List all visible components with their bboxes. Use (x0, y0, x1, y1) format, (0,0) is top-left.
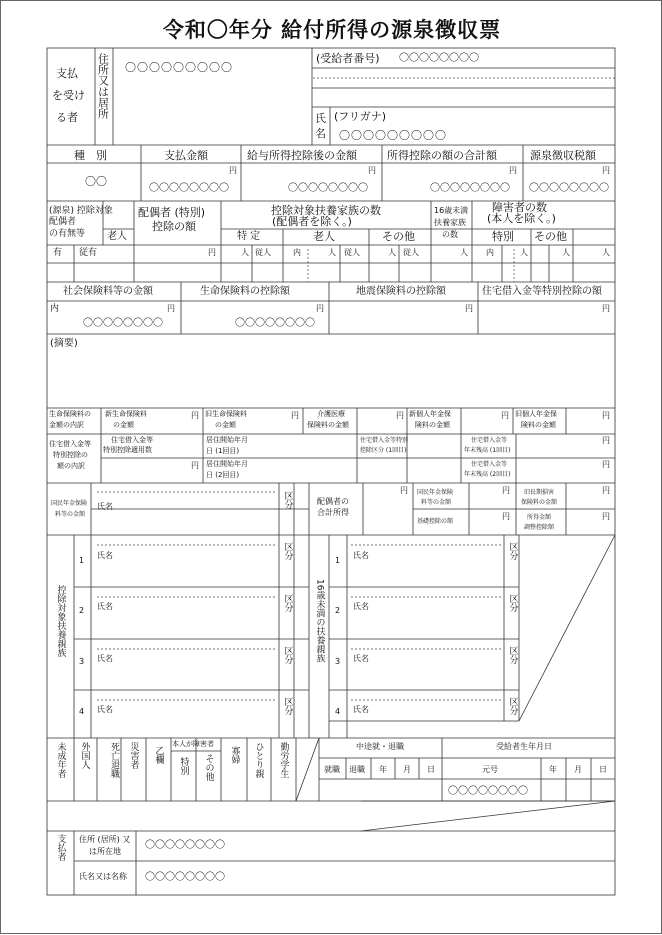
nenkin-1: 国民年金保険 (51, 500, 88, 507)
person-unit: 人 (562, 248, 570, 257)
row-number: 1 (79, 556, 85, 565)
single-parent-label: ひとり親 (253, 742, 264, 778)
kubun-label: 区分 (507, 542, 518, 560)
family-name-label: 氏名 (353, 602, 369, 611)
family-name-label: 氏名 (97, 705, 113, 714)
year-label: 年 (549, 765, 557, 774)
life-breakdown-1: 生命保険料の (49, 410, 91, 418)
under16-3: の数 (442, 230, 458, 239)
yen-mark: 円 (502, 512, 510, 521)
move-in-1a: 居住開始年月 (206, 436, 248, 444)
payer-address-value[interactable]: 〇〇〇〇〇〇〇〇 (145, 840, 225, 851)
old-long-care-2: 保険料の金額 (521, 499, 558, 506)
yen-mark: 円 (191, 461, 199, 470)
person-unit: 人 (388, 248, 396, 257)
yen-mark: 円 (602, 304, 610, 313)
deduction-total-value[interactable]: 〇〇〇〇〇〇〇〇 (430, 183, 510, 194)
earthquake-header: 地震保険料の控除額 (356, 286, 446, 297)
jyunin-unit: 従人 (344, 248, 360, 257)
jyunin-unit: 従人 (403, 248, 419, 257)
kubun-label: 区分 (282, 491, 293, 509)
yen-mark: 円 (291, 411, 299, 420)
month-label: 月 (574, 765, 582, 774)
kubun-label: 区分 (282, 646, 293, 664)
payer-label: 支払者 (55, 834, 66, 861)
payer-name-label: 氏名又は名称 (79, 872, 127, 881)
basic-deduction-label: 基礎控除の額 (417, 518, 454, 525)
taishoku-label: 退職 (349, 765, 365, 774)
payee-label-1: 支払 (56, 67, 78, 80)
spouse-name-label: 氏名 (97, 502, 113, 511)
housing-breakdown-2: 特別控除の (53, 451, 88, 459)
yen-mark: 円 (396, 411, 404, 420)
jyunin-unit: 従人 (255, 248, 271, 257)
dependents-title-1: 控除対象扶養家族の数 (271, 204, 381, 217)
income-adj-1: 所得金額 (527, 514, 552, 521)
nenkin-2: 料等の金額 (55, 511, 86, 518)
yen-mark: 円 (167, 304, 175, 313)
housing-applicable-1: 住宅借入金等 (111, 436, 153, 444)
row-number: 1 (335, 556, 341, 565)
new-pension-2: 険料の金額 (415, 421, 450, 429)
new-life-1: 新生命保険料 (105, 410, 147, 418)
address-value[interactable]: 〇〇〇〇〇〇〇〇〇 (125, 61, 233, 74)
dependents-title-2: (配偶者を除く。) (272, 215, 352, 228)
kubun-label: 区分 (282, 594, 293, 612)
month-label: 月 (403, 765, 411, 774)
payee-label-3: る者 (56, 111, 78, 124)
yen-mark: 円 (602, 436, 610, 445)
person-unit: 人 (460, 248, 468, 257)
row-number: 3 (335, 657, 341, 666)
row-number: 4 (79, 707, 85, 716)
day-label: 日 (427, 765, 435, 774)
old-pension-2: 険料の金額 (521, 421, 556, 429)
form-title: 令和〇年分 給付所得の源泉徴収票 (162, 18, 502, 42)
balance-1a: 住宅借入金等 (471, 437, 508, 444)
tokubetsu-label: 特別 (492, 230, 514, 243)
sonota-label: その他 (382, 230, 415, 243)
spouse-head-2: 配偶者 (49, 217, 77, 227)
care-2: 保険料の金額 (307, 421, 349, 429)
disabled-title-2: (本人を除く。) (487, 212, 556, 225)
income-adj-2: 調整控除額 (524, 524, 555, 531)
uchi-label: 内 (293, 248, 301, 257)
otsu-label: 乙欄 (153, 746, 164, 764)
row-number: 3 (79, 657, 85, 666)
person-unit: 人 (328, 248, 336, 257)
housing-breakdown-1: 住宅借入金等 (49, 440, 91, 448)
kubun-label: 区分 (507, 594, 518, 612)
family-name-label: 氏名 (353, 705, 369, 714)
deduction-total-header: 所得控除の額の合計額 (387, 149, 497, 162)
era-label: 元号 (482, 765, 498, 774)
widow-label: 寡婦 (229, 746, 240, 764)
remarks-label: (摘要) (50, 338, 78, 349)
yes-label: 有 (53, 248, 63, 258)
yen-mark: 円 (502, 486, 510, 495)
move-in-2b: 日 (2回目) (206, 471, 240, 479)
housing-header: 住宅借入金等特別控除の額 (482, 286, 602, 297)
self-disabled-label: 本人が障害者 (172, 740, 214, 748)
withholding-tax-header: 源泉徴収税額 (530, 149, 596, 162)
life-insurance-header: 生命保険料の控除額 (200, 286, 290, 297)
balance-2a: 住宅借入金等 (471, 461, 508, 468)
old-life-1: 旧生命保険料 (205, 410, 247, 418)
housing-applicable-2: 特別控除適用数 (103, 446, 152, 454)
address-label: 住所又は居所 (96, 53, 110, 119)
housing-class-1a: 住宅借入金等特別 (360, 437, 409, 444)
day-label: 日 (599, 765, 607, 774)
yen-mark: 円 (602, 166, 610, 175)
family-right-label: 16歳未満の扶養親族 (314, 579, 325, 663)
shushoku-label: 就職 (324, 765, 340, 774)
family-left-label: 控除対象扶養親族 (55, 585, 66, 657)
new-pension-1: 新個人年金保 (409, 410, 451, 418)
kubun-label: 区分 (507, 646, 518, 664)
row-number: 2 (79, 606, 85, 615)
housing-class-1b: 控除区分 (1回目) (360, 447, 407, 454)
yen-mark: 円 (400, 486, 408, 495)
yen-mark: 円 (229, 166, 237, 175)
special-spouse-1: 配偶者 (特別) (138, 206, 206, 219)
after-deduction-header: 給与所得控除後の金額 (247, 149, 357, 162)
payee-label-2: を受け (52, 89, 85, 102)
under16-2: 扶養家族 (434, 218, 466, 227)
kubun-label: 区分 (282, 542, 293, 560)
yen-mark: 円 (368, 166, 376, 175)
birth-label: 受給者生年月日 (496, 742, 552, 751)
withholding-tax-value[interactable]: 〇〇〇〇〇〇〇〇 (529, 183, 609, 194)
self-disabled-sonota: その他 (203, 754, 214, 781)
type-value[interactable]: 〇〇 (85, 175, 107, 188)
balance-2b: 年末残高 (2回目) (464, 471, 511, 478)
row-number: 4 (335, 707, 341, 716)
housing-breakdown-3: 額の内訳 (57, 462, 85, 470)
spouse-head-1: (源泉) 控除対象 (49, 206, 113, 216)
yen-mark: 円 (602, 512, 610, 521)
family-name-label: 氏名 (353, 654, 369, 663)
social-insurance-value[interactable]: 〇〇〇〇〇〇〇〇 (83, 318, 163, 329)
type-header: 種 別 (74, 149, 107, 162)
row-number: 2 (335, 606, 341, 615)
payment-value[interactable]: 〇〇〇〇〇〇〇〇 (149, 183, 229, 194)
tokutei-label: 特 定 (237, 231, 261, 242)
balance-1b: 年末残高 (1回目) (464, 447, 511, 454)
uchi-label: 内 (50, 304, 60, 314)
life-breakdown-2: 金額の内訳 (49, 421, 84, 429)
sonota-label: その他 (534, 230, 567, 243)
name-label-1: 氏 (315, 112, 326, 125)
birth-era-value[interactable]: 〇〇〇〇〇〇〇〇 (448, 786, 528, 797)
payer-address-label-1: 住所 (居所) 又 (79, 835, 131, 844)
person-unit: 人 (241, 248, 249, 257)
under16-1: 16歳未満 (434, 206, 469, 215)
family-name-label: 氏名 (97, 602, 113, 611)
uchi-label: 内 (486, 248, 494, 257)
kubun-label: 区分 (282, 697, 293, 715)
yen-mark: 円 (316, 304, 324, 313)
name-value[interactable]: 〇〇〇〇〇〇〇〇〇 (339, 129, 447, 142)
special-spouse-2: 控除の額 (152, 220, 196, 233)
family-name-label: 氏名 (97, 551, 113, 560)
care-1: 介護医療 (317, 410, 345, 418)
payer-address-label-2: は所在地 (89, 847, 121, 856)
payment-header: 支払金額 (164, 149, 208, 162)
family-name-label: 氏名 (353, 551, 369, 560)
jyu-label: 従有 (79, 248, 98, 258)
yen-mark: 円 (509, 166, 517, 175)
recipient-no-value[interactable]: 〇〇〇〇〇〇〇〇 (399, 53, 479, 64)
move-in-1b: 日 (1回目) (206, 447, 240, 455)
yen-mark: 円 (501, 411, 509, 420)
yen-mark: 円 (191, 411, 199, 420)
new-life-2: の金額 (113, 421, 134, 429)
spouse-elderly-label: 老人 (107, 231, 127, 242)
self-disabled-tokubetsu: 特別 (178, 757, 189, 775)
yen-mark: 円 (208, 248, 216, 257)
old-long-care-1: 旧長期損害 (524, 489, 555, 496)
kokumin-1: 国民年金保険 (417, 489, 454, 496)
disabled-title-1: 障害者の数 (492, 201, 547, 214)
spouse-income-1: 配偶者の (317, 497, 349, 506)
furigana-label: (フリガナ) (334, 110, 387, 123)
social-insurance-header: 社会保険料等の金額 (63, 286, 153, 297)
spouse-income-2: 合計所得 (317, 508, 349, 517)
name-label-2: 名 (315, 127, 326, 140)
foreigner-label: 外国人 (79, 742, 90, 769)
yen-mark: 円 (602, 486, 610, 495)
yen-mark: 円 (602, 460, 610, 469)
move-in-2a: 居住開始年月 (206, 460, 248, 468)
payer-name-value[interactable]: 〇〇〇〇〇〇〇〇 (145, 872, 225, 883)
old-life-2: の金額 (215, 421, 236, 429)
life-insurance-value[interactable]: 〇〇〇〇〇〇〇〇 (235, 318, 315, 329)
mid-year-label: 中途就・退職 (356, 742, 404, 751)
disaster-label: 災害者 (128, 742, 139, 769)
kubun-label: 区分 (507, 697, 518, 715)
person-unit: 人 (602, 248, 610, 257)
old-pension-1: 旧個人年金保 (515, 410, 557, 418)
after-deduction-value[interactable]: 〇〇〇〇〇〇〇〇 (288, 183, 368, 194)
rojin-label: 老人 (313, 230, 335, 243)
recipient-no-label: (受給者番号) (316, 52, 380, 65)
kokumin-2: 料等の金額 (421, 499, 452, 506)
minor-label: 未成年者 (55, 742, 66, 778)
spouse-head-3: の有無等 (49, 229, 86, 239)
yen-mark: 円 (602, 411, 610, 420)
year-label: 年 (379, 765, 387, 774)
deceased-label: 死亡退職 (109, 742, 119, 778)
person-unit: 人 (520, 248, 528, 257)
family-name-label: 氏名 (97, 654, 113, 663)
working-student-label: 勤労学生 (278, 742, 289, 778)
yen-mark: 円 (465, 304, 473, 313)
